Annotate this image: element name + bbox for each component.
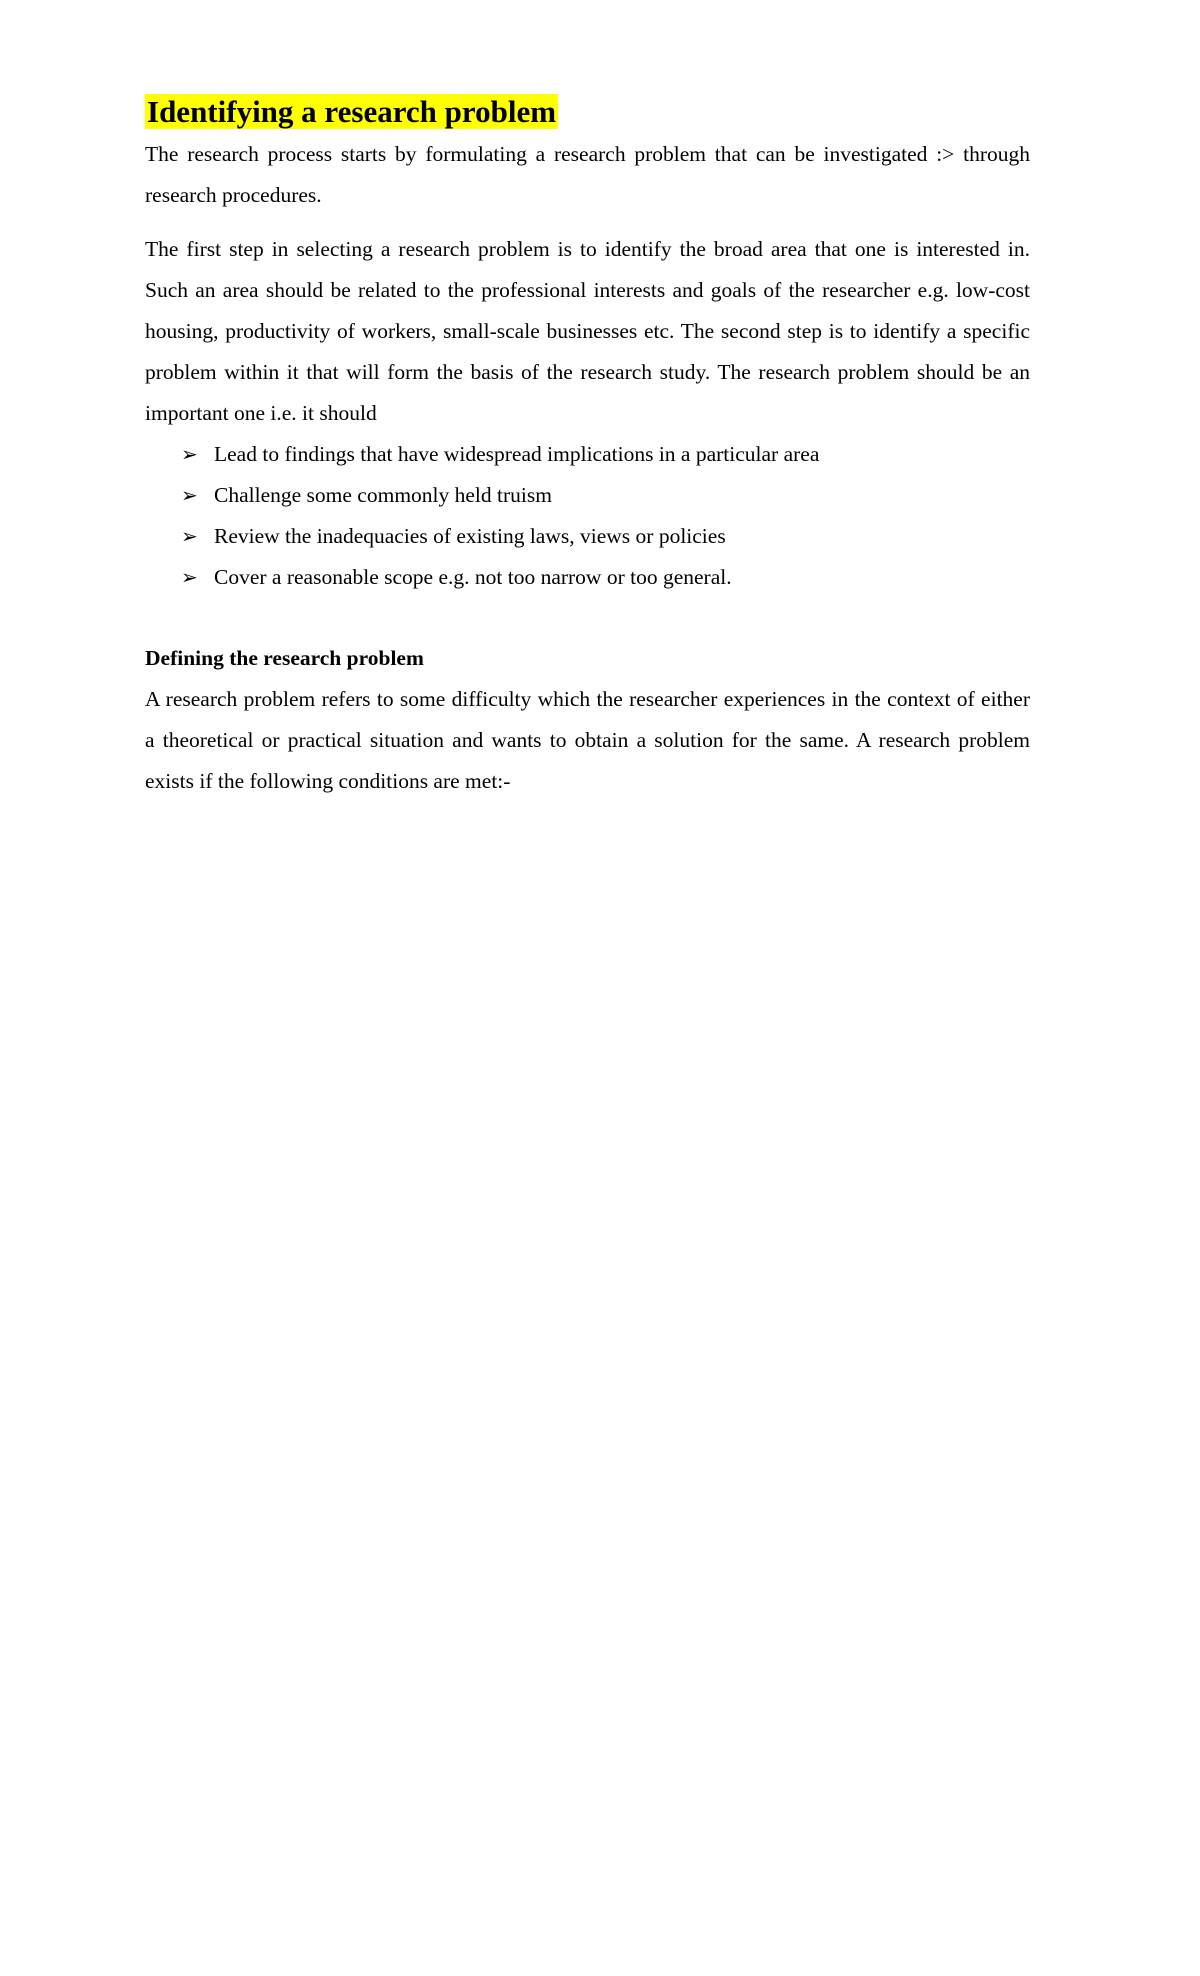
body-paragraph: The first step in selecting a research problem is to identify the broad area that one is interested in. Such an area should be related to the professional interests and goals of the researcher e.g. low-cost housing, productivity of workers, small-scale businesses etc. The second step is to identify a specific problem within it that will form the basis of the research study. The research problem should be an important one i.e. it should [145, 237, 1030, 425]
section-title [145, 90, 1030, 134]
arrowhead-bullet-icon: ➢ [181, 483, 198, 507]
arrowhead-bullet-icon: ➢ [181, 524, 198, 548]
definition-paragraph: A research problem refers to some difficulty which the researcher experiences in the context of either a theoretical or practical situation and wants to obtain a solution for the same. A research problem exists if the following conditions are met:- [145, 687, 1030, 793]
list-item [145, 557, 1030, 598]
arrowhead-bullet-icon: ➢ [181, 565, 198, 589]
list-item [145, 475, 1030, 516]
intro-paragraph: The research process starts by formulating a research problem that can be investigated :> through research procedures. [145, 142, 1030, 207]
list-item [145, 516, 1030, 557]
bullet-list [145, 434, 1030, 598]
list-item-text: Challenge some commonly held truism [214, 483, 552, 507]
list-item [145, 434, 1030, 475]
list-item-text: Review the inadequacies of existing laws, views or policies [214, 524, 726, 548]
list-item-text: Lead to findings that have widespread implications in a particular area [214, 442, 820, 466]
page-content [145, 90, 1030, 802]
arrowhead-bullet-icon: ➢ [181, 442, 198, 466]
highlighted-title-text: Identifying a research problem [147, 94, 557, 129]
list-item-text: Cover a reasonable scope e.g. not too narrow or too general. [214, 565, 732, 589]
section-heading: Defining the research problem [145, 646, 424, 670]
